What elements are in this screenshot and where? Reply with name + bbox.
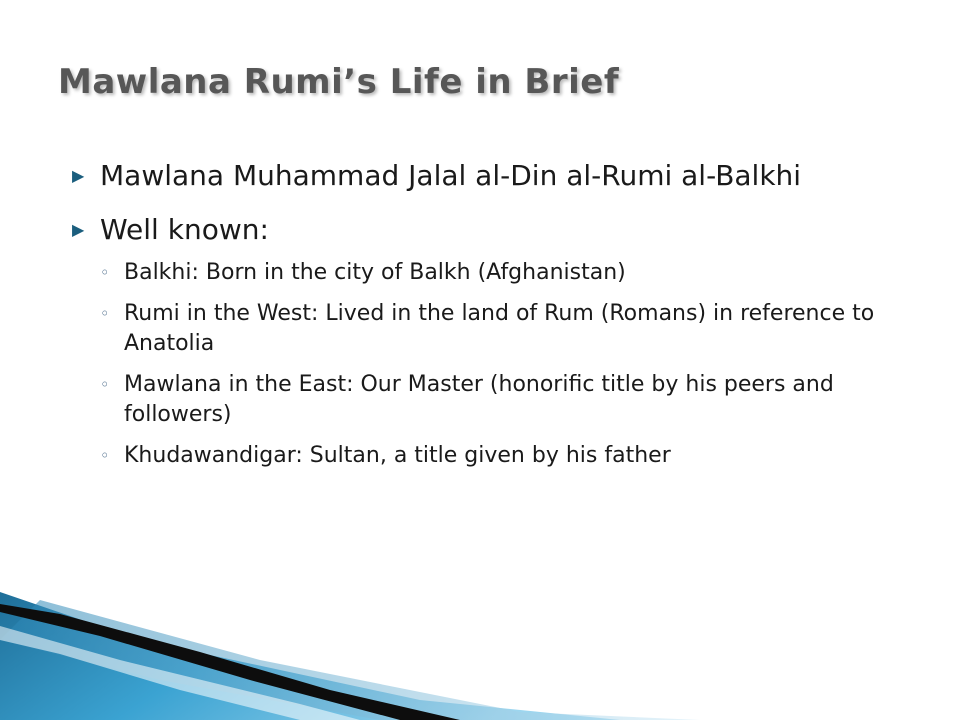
sub-bullet-text: Rumi in the West: Lived in the land of Rum (Romans) in reference to Anatolia (124, 301, 875, 356)
sub-bullet-text: Mawlana in the East: Our Master (honorific title by his peers and followers) (124, 372, 834, 427)
sub-bullet-text: Khudawandigar: Sultan, a title given by his father (124, 443, 671, 468)
sub-bullet-item (100, 441, 888, 471)
bullet-text: Mawlana Muhammad Jalal al-Din al-Rumi al-Balkhi (100, 159, 802, 192)
triangle-right-icon: ▶ (72, 220, 85, 239)
circle-outline-icon: ◦ (100, 375, 110, 394)
sub-bullet-list (68, 258, 888, 471)
bullet-text: Well known: (100, 213, 269, 246)
sub-bullet-text: Balkhi: Born in the city of Balkh (Afghanistan) (124, 260, 626, 285)
slide-content (68, 156, 888, 482)
circle-outline-icon: ◦ (100, 446, 110, 465)
circle-outline-icon: ◦ (100, 263, 110, 282)
circle-outline-icon: ◦ (100, 304, 110, 323)
sub-bullet-item (100, 258, 888, 288)
sub-bullet-item (100, 299, 888, 359)
slide-title: Mawlana Rumi’s Life in Brief (58, 62, 620, 102)
bullet-item (68, 156, 888, 196)
bullet-item (68, 210, 888, 250)
sub-bullet-item (100, 370, 888, 430)
triangle-right-icon: ▶ (72, 166, 85, 185)
